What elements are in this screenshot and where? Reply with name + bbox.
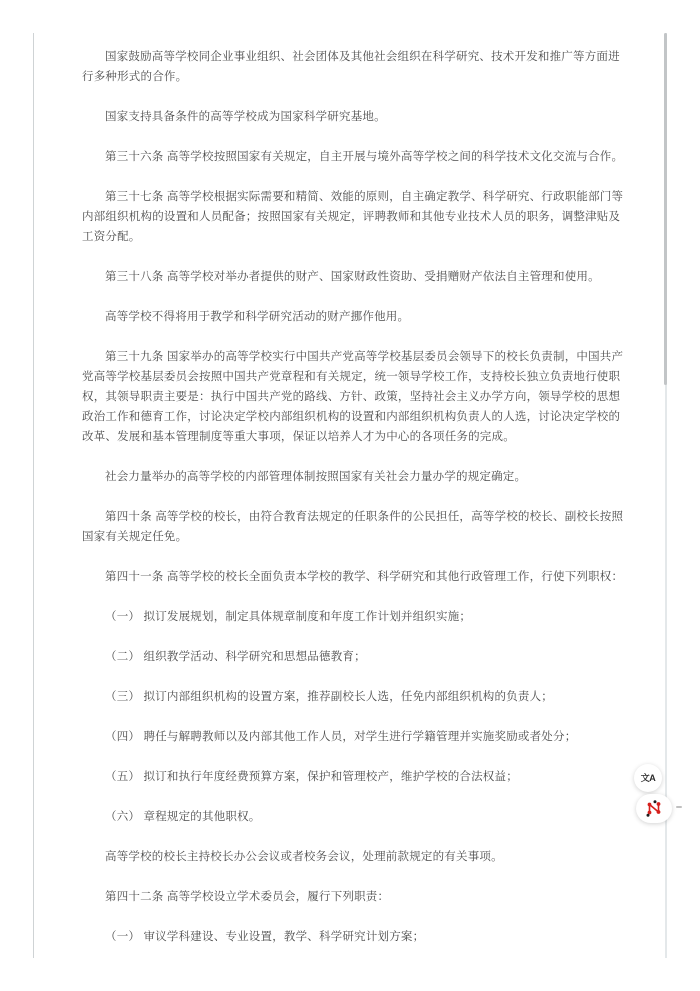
list-item-2: （二） 组织教学活动、科学研究和思想品德教育；	[105, 651, 366, 663]
list-item-4: （四） 聘任与解聘教师以及内部其他工作人员，对学生进行学籍管理并实施奖励或者处分；	[105, 731, 577, 743]
paragraph-article-37: 第三十七条 高等学校根据实际需要和精简、效能的原则，自主确定教学、科学研究、行政职能部门等内部组织机构的设置和人员配备；按照国家有关规定，评聘教师和其他专业技术人员的职务，调整津贴及工资分配。	[82, 191, 624, 243]
paragraph-article-39: 第三十九条 国家举办的高等学校实行中国共产党高等学校基层委员会领导下的校长负责制，中国共产党高等学校基层委员会按照中国共产党章程和有关规定，统一领导学校工作，支持校长独立负责地行使职权，其领导职责主要是：执行中国共产党的路线、方针、政策，坚持社会主义办学方向，领导学校的思想政治工作和德育工作，讨论决定学校内部组织机构的设置和内部组织机构负责人的人选，讨论决定学校的改革、发展和基本管理制度等重大事项，保证以培养人才为中心的各项任务的完成。	[82, 351, 624, 443]
paragraph: 高等学校不得将用于教学和科学研究活动的财产挪作他用。	[105, 311, 410, 323]
document-page	[33, 33, 667, 958]
paragraph-article-41: 第四十一条 高等学校的校长全面负责本学校的教学、科学研究和其他行政管理工作，行使下列职权：	[105, 571, 624, 583]
list-item-1b: （一） 审议学科建设、专业设置，教学、科学研究计划方案；	[105, 931, 425, 943]
network-graph-icon	[646, 800, 663, 817]
translate-icon: 文A	[640, 772, 656, 783]
paragraph: 社会力量举办的高等学校的内部管理体制按照国家有关社会力量办学的规定确定。	[105, 471, 527, 483]
list-item-6: （六） 章程规定的其他职权。	[105, 811, 261, 823]
list-item-1: （一） 拟订发展规划，制定具体规章制度和年度工作计划并组织实施；	[105, 611, 472, 623]
paragraph-article-42: 第四十二条 高等学校设立学术委员会，履行下列职责：	[105, 891, 390, 903]
paragraph-article-36: 第三十六条 高等学校按照国家有关规定，自主开展与境外高等学校之间的科学技术文化交流与合作。	[105, 151, 624, 163]
paragraph: 国家支持具备条件的高等学校成为国家科学研究基地。	[105, 111, 386, 123]
paragraph: 国家鼓励高等学校同企业事业组织、社会团体及其他社会组织在科学研究、技术开发和推广等方面进行多种形式的合作。	[82, 51, 620, 83]
paragraph: 高等学校的校长主持校长办公会议或者校务会议，处理前款规定的有关事项。	[105, 851, 503, 863]
list-item-5: （五） 拟订和执行年度经费预算方案，保护和管理校产，维护学校的合法权益；	[105, 771, 518, 783]
paragraph-article-40: 第四十条 高等学校的校长，由符合教育法规定的任职条件的公民担任，高等学校的校长、副校长按照国家有关规定任免。	[82, 511, 624, 543]
notes-graph-button[interactable]	[636, 794, 672, 823]
translate-button[interactable]	[634, 764, 662, 792]
scrollbar-thumb[interactable]	[664, 33, 667, 385]
document-content	[34, 33, 666, 958]
list-item-3: （三） 拟订内部组织机构的设置方案，推荐副校长人选，任免内部组织机构的负责人；	[105, 691, 553, 703]
paragraph-article-38: 第三十八条 高等学校对举办者提供的财产、国家财政性资助、受捐赠财产依法自主管理和使用。	[105, 271, 600, 283]
drag-handle[interactable]	[676, 806, 682, 808]
